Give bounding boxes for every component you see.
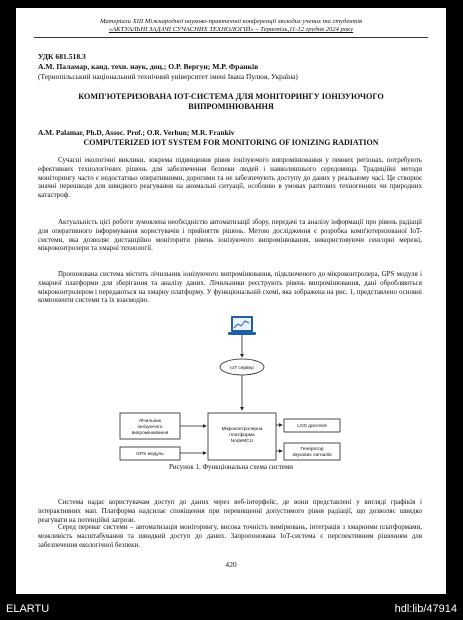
paragraph-2: Актуальність цієї роботи зумовлена необхідністю автоматизації збору, передачі та аналізу інформації про рівень радіації для оперативного інформування користувачів і прийняття рішень. Метою дослідження є розробка комп'ютеризованої IoT-системи, яка дозволяє дистанційно моніторити рівень іонізуючого випромінювання, використовуючи сенсорні мережі, мікроконтролери та хмарні технології. bbox=[38, 218, 422, 253]
page-number: 420 bbox=[225, 560, 237, 569]
repository-footer bbox=[0, 600, 463, 620]
mcu-label-3: NodeMCU bbox=[230, 439, 254, 444]
mcu-node bbox=[208, 413, 276, 460]
document-page bbox=[16, 8, 446, 594]
mcu-label-2: платформа bbox=[229, 433, 255, 438]
generator-node bbox=[284, 443, 340, 460]
generator-label-1: Генератор bbox=[300, 447, 324, 452]
header-line-1: Матеріали XIII Міжнародної науково-практичної конференції молодих учених та студентів bbox=[99, 18, 362, 25]
mcu-label-1: Мікроконтролерна bbox=[221, 427, 263, 432]
counter-label-1: Лічильник bbox=[138, 419, 162, 424]
lcd-node bbox=[284, 419, 340, 432]
paragraph-5: Серед переваг системи – автоматизація моніторингу, висока точність вимірювань, інтеграція з хмарними платформами, можливість масштабування та швидкий доступ до даних. Запропонована IoT-система є перспективним рішенням для забезпечення екологічної безпеки. bbox=[38, 523, 422, 549]
counter-label-2: іонізуючого bbox=[137, 425, 163, 430]
authors-en: A.M. Palamar, Ph.D, Assoc. Prof.; O.R. Verhun; M.R. Frankiv bbox=[38, 128, 235, 137]
authors-ua: А.М. Паламар, канд. техн. наук, доц.; О.Р. Вергун; М.Р. Франків bbox=[38, 62, 259, 71]
paragraph-4: Система надає користувачам доступ до даних через веб-інтерфейс, де вони представлені у вигляді графіків і інтерактивних мап. Платформа надсилає сповіщення при перевищенні допустимого рівня радіації, що дозволяє швидко реагувати на потенційні загрози. bbox=[38, 498, 422, 524]
functional-diagram bbox=[114, 313, 344, 461]
counter-label-3: випромінювання bbox=[131, 431, 169, 436]
footer-handle-link[interactable]: hdl:lib/47914 bbox=[394, 603, 457, 615]
counter-node bbox=[120, 413, 180, 439]
laptop-chart-icon bbox=[228, 316, 256, 335]
iot-server-label: IoT сервер bbox=[230, 366, 254, 371]
lcd-label: LCD дисплей bbox=[297, 424, 327, 429]
paragraph-1: Сучасні екологічні виклики, зокрема підвищення рівня іонізуючого випромінювання у певних регіонах, потребують ефективних технологічних рішень для забезпечення безпеки людей і навколишнього середовища. Традиційні методи моніторингу часто є недостатньо оперативними, дорогими та не забезпечують доступу до даних у реальному часі. Це створює значні перешкоди для швидкого реагування на аномальні ситуації, особливо в умовах раптових техногенних чи природних катастроф. bbox=[38, 156, 422, 200]
header-rule bbox=[34, 37, 428, 38]
gps-label: GPS модуль bbox=[136, 452, 164, 457]
title-ua: КОМП'ЮТЕРИЗОВАНА IOT-СИСТЕМА ДЛЯ МОНІТОРИНГУ ІОНІЗУЮЧОГО ВИПРОМІНЮВАННЯ bbox=[78, 92, 384, 111]
footer-repo-name: ELARTU bbox=[6, 603, 50, 615]
generator-label-2: звукових сигналів bbox=[292, 453, 332, 458]
affiliation: (Тернопільський національний технічний університет імені Івана Пулюя, Україна) bbox=[38, 72, 298, 81]
iot-server-node bbox=[220, 359, 264, 375]
gps-node bbox=[120, 447, 180, 460]
paragraph-3: Пропонована система містить лічильник іонізуючого випромінювання, підключеного до мікроконтролера, GPS модуля і хмарної платформи для зберігання та аналізу даних. Лічильники реєструють рівень випромінювання, дані обробляються мікроконтролером і передаються на хмарну платформу. У функціональній схемі, яка зображена на рис. 1, представлено основні компоненти системи та їх взаємодію. bbox=[38, 270, 422, 305]
header-line-2: «АКТУАЛЬНІ ЗАДАЧІ СУЧАСНИХ ТЕХНОЛОГІЙ» – Тернопіль,11-12 грудня 2024 року bbox=[108, 26, 354, 33]
running-header bbox=[34, 18, 428, 34]
figure-caption: Рисунок 1. Функціональна схема системи bbox=[168, 463, 294, 471]
udc-code: УДК 681.518.3 bbox=[38, 52, 86, 61]
title-en: COMPUTERIZED IOT SYSTEM FOR MONITORING OF IONIZING RADIATION bbox=[83, 138, 379, 147]
